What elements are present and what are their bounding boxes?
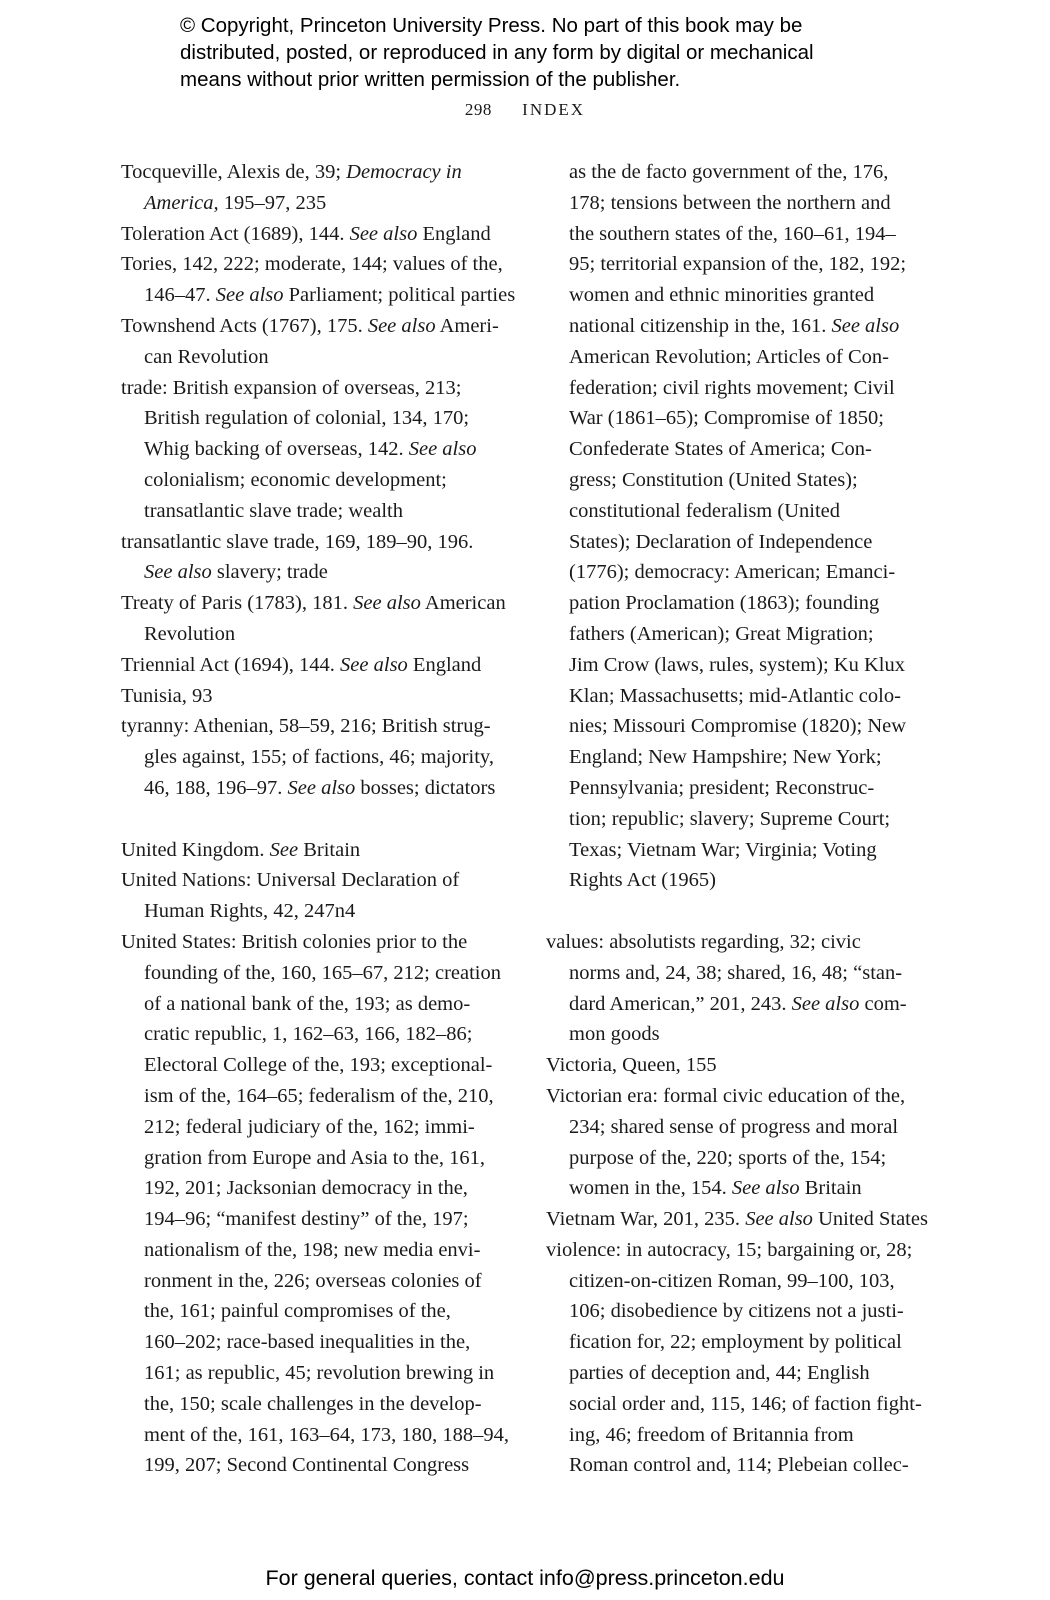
entry-text: cratic republic, 1, 162–63, 166, 182–86; — [144, 1023, 473, 1046]
index-continuation-line — [546, 157, 946, 188]
entry-text: Britain — [298, 838, 361, 861]
entry-text: bosses; dictators — [355, 776, 496, 799]
cross-reference-text: See also — [144, 561, 212, 584]
index-continuation-line — [121, 1296, 516, 1327]
index-continuation-line — [546, 219, 946, 250]
entry-text: Tocqueville, Alexis de, 39; — [121, 161, 347, 183]
cross-reference-text: See also — [340, 653, 408, 676]
entry-text: 106; disobedience by citizens not a justi- — [569, 1300, 904, 1323]
entry-text: Townshend Acts (1767), 175. — [121, 314, 368, 337]
index-continuation-line — [546, 588, 946, 619]
entry-text: British regulation of colonial, 134, 170; — [144, 407, 470, 430]
index-continuation-line — [546, 1296, 946, 1327]
entry-text: purpose of the, 220; sports of the, 154; — [569, 1146, 887, 1169]
entry-text: 178; tensions between the northern and — [569, 191, 891, 214]
index-continuation-line — [546, 742, 946, 773]
entry-text: nies; Missouri Compromise (1820); New — [569, 715, 907, 738]
index-continuation-line — [121, 496, 516, 527]
index-continuation-line — [546, 527, 946, 558]
index-continuation-line — [546, 342, 946, 373]
entry-text: gration from Europe and Asia to the, 161, — [144, 1146, 486, 1169]
index-continuation-line — [546, 773, 946, 804]
cross-reference-text: See also — [731, 1177, 800, 1200]
index-continuation-line — [546, 311, 946, 342]
index-continuation-line — [121, 1266, 516, 1297]
index-continuation-line — [546, 496, 946, 527]
running-head — [0, 100, 1050, 120]
index-continuation-line — [546, 465, 946, 496]
index-continuation-line — [546, 1420, 946, 1451]
index-entry-line — [121, 311, 516, 342]
cross-reference-text: See also — [745, 1208, 813, 1231]
cross-reference-text: See also — [831, 314, 900, 337]
index-continuation-line — [121, 280, 516, 311]
entry-text: United Kingdom. — [121, 838, 270, 861]
entry-text: social order and, 115, 146; of faction fight- — [569, 1392, 922, 1415]
cross-reference-text: See also — [349, 222, 418, 245]
index-continuation-line — [121, 1019, 516, 1050]
entry-text: Ameri- — [435, 314, 499, 337]
index-continuation-line — [121, 896, 516, 927]
entry-text: American Revolution; Articles of Con- — [569, 345, 889, 368]
index-continuation-line — [121, 188, 516, 219]
entry-text: 146–47. — [144, 284, 216, 307]
entry-text: gress; Constitution (United States); — [569, 468, 858, 491]
cross-reference-text: See also — [353, 592, 421, 615]
entry-text: (1776); democracy: American; Emanci- — [569, 561, 896, 584]
index-continuation-line — [546, 711, 946, 742]
index-entry-line — [546, 927, 946, 958]
index-continuation-line — [546, 865, 946, 896]
copyright-notice — [180, 12, 940, 93]
entry-text: Parliament; political parties — [283, 284, 516, 307]
index-entry-line — [546, 1050, 946, 1081]
cross-reference-text: America, — [144, 191, 219, 214]
entry-text: 192, 201; Jacksonian democracy in the, — [144, 1177, 468, 1200]
entry-text: 46, 188, 196–97. — [144, 776, 288, 799]
page-number: 298 — [464, 100, 492, 119]
entry-text: parties of deception and, 44; English — [569, 1362, 870, 1385]
entry-text: Toleration Act (1689), 144. — [121, 222, 350, 245]
index-continuation-line — [546, 403, 946, 434]
index-continuation-line — [121, 403, 516, 434]
entry-text: transatlantic slave trade; wealth — [144, 499, 403, 522]
entry-text: citizen-on-citizen Roman, 99–100, 103, — [569, 1269, 895, 1292]
entry-text: 160–202; race-based inequalities in the, — [144, 1331, 471, 1354]
entry-text: Vietnam War, 201, 235. — [546, 1208, 746, 1231]
index-continuation-line — [546, 619, 946, 650]
cross-reference-text: Democracy in — [346, 161, 462, 183]
entry-text: transatlantic slave trade, 169, 189–90, 196. — [121, 530, 474, 553]
entry-text: as the de facto government of the, 176, — [569, 161, 889, 183]
entry-text: ism of the, 164–65; federalism of the, 210, — [144, 1084, 494, 1107]
entry-text: tyranny: Athenian, 58–59, 216; British strug- — [121, 715, 491, 738]
index-continuation-line — [546, 1112, 946, 1143]
index-continuation-line — [546, 280, 946, 311]
entry-text: the, 150; scale challenges in the develop- — [144, 1392, 482, 1415]
cross-reference-text: See also — [287, 776, 356, 799]
index-continuation-line — [546, 835, 946, 866]
index-continuation-line — [121, 1450, 516, 1481]
index-continuation-line — [121, 1358, 516, 1389]
entry-text: American — [420, 592, 506, 615]
entry-text: Victoria, Queen, 155 — [546, 1054, 717, 1077]
index-continuation-line — [121, 342, 516, 373]
entry-text: United States: British colonies prior to the — [121, 930, 468, 953]
index-continuation-line — [121, 557, 516, 588]
index-continuation-line — [546, 557, 946, 588]
index-continuation-line — [121, 1420, 516, 1451]
entry-text: com- — [859, 992, 907, 1015]
index-continuation-line — [121, 1204, 516, 1235]
index-continuation-line — [546, 1266, 946, 1297]
index-continuation-line — [546, 1450, 946, 1481]
entry-text: national citizenship in the, 161. — [569, 314, 832, 337]
entry-text: 95; territorial expansion of the, 182, 192; — [569, 253, 907, 276]
index-entry-line — [121, 249, 516, 280]
entry-text: 199, 207; Second Continental Congress — [144, 1454, 470, 1477]
entry-text: fication for, 22; employment by political — [569, 1331, 902, 1354]
index-continuation-line — [121, 958, 516, 989]
index-continuation-line — [546, 804, 946, 835]
entry-text: values: absolutists regarding, 32; civic — [546, 930, 861, 953]
entry-text: Victorian era: formal civic education of the, — [546, 1084, 906, 1107]
entry-text: ronment in the, 226; overseas colonies of — [144, 1269, 482, 1292]
index-column-right — [546, 157, 946, 1481]
entry-text: Human Rights, 42, 247n4 — [144, 900, 356, 923]
copyright-line: © Copyright, Princeton University Press. No part of this book may be — [180, 14, 803, 37]
entry-text: constitutional federalism (United — [569, 499, 840, 522]
index-continuation-line — [121, 1235, 516, 1266]
index-continuation-line — [546, 1173, 946, 1204]
index-continuation-line — [121, 1389, 516, 1420]
index-continuation-line — [546, 1358, 946, 1389]
entry-text: Klan; Massachusetts; mid-Atlantic colo- — [569, 684, 901, 707]
index-continuation-line — [546, 1389, 946, 1420]
entry-text: gles against, 155; of factions, 46; majority, — [144, 746, 494, 769]
index-continuation-line — [546, 681, 946, 712]
index-continuation-line — [121, 1143, 516, 1174]
index-continuation-line — [121, 989, 516, 1020]
index-continuation-line — [546, 373, 946, 404]
entry-text: Revolution — [144, 622, 236, 645]
entry-text: England — [417, 222, 491, 245]
entry-text: Texas; Vietnam War; Virginia; Voting — [569, 838, 877, 861]
entry-text: Britain — [799, 1177, 862, 1200]
index-continuation-line — [121, 1112, 516, 1143]
blank-line — [546, 896, 946, 927]
entry-text: ing, 46; freedom of Britannia from — [569, 1423, 854, 1446]
section-title: INDEX — [522, 100, 586, 119]
entry-text: England; New Hampshire; New York; — [569, 746, 882, 769]
index-continuation-line — [546, 249, 946, 280]
entry-text: War (1861–65); Compromise of 1850; — [569, 407, 884, 430]
cross-reference-text: See also — [367, 314, 436, 337]
index-entry-line — [121, 865, 516, 896]
index-continuation-line — [121, 465, 516, 496]
index-entry-line — [546, 1204, 946, 1235]
index-continuation-line — [546, 1143, 946, 1174]
entry-text: 194–96; “manifest destiny” of the, 197; — [144, 1208, 469, 1231]
index-entry-line — [121, 835, 516, 866]
index-entry-line — [121, 588, 516, 619]
entry-text: fathers (American); Great Migration; — [569, 622, 874, 645]
entry-text: pation Proclamation (1863); founding — [569, 592, 880, 615]
index-continuation-line — [121, 742, 516, 773]
cross-reference-text: See also — [408, 438, 477, 461]
cross-reference-text: See also — [215, 284, 284, 307]
entry-text: women and ethnic minorities granted — [569, 284, 875, 307]
entry-text: Treaty of Paris (1783), 181. — [121, 592, 354, 615]
index-continuation-line — [121, 1173, 516, 1204]
entry-text: Roman control and, 114; Plebeian collec- — [569, 1454, 909, 1477]
copyright-line: means without prior written permission of the publisher. — [180, 68, 681, 91]
entry-text: 212; federal judiciary of the, 162; immi- — [144, 1115, 475, 1138]
index-continuation-line — [546, 188, 946, 219]
entry-text: dard American,” 201, 243. — [569, 992, 792, 1015]
cross-reference-text: See also — [791, 992, 860, 1015]
entry-text: nationalism of the, 198; new media envi- — [144, 1238, 481, 1261]
index-continuation-line — [121, 1327, 516, 1358]
entry-text: colonialism; economic development; — [144, 468, 447, 491]
index-continuation-line — [546, 1327, 946, 1358]
index-continuation-line — [121, 1050, 516, 1081]
index-entry-line — [121, 157, 516, 188]
entry-text: Jim Crow (laws, rules, system); Ku Klux — [569, 653, 905, 676]
index-continuation-line — [546, 1019, 946, 1050]
entry-text: slavery; trade — [211, 561, 328, 584]
index-continuation-line — [121, 619, 516, 650]
index-entry-line — [121, 711, 516, 742]
index-entry-line — [121, 219, 516, 250]
index-column-left — [121, 157, 516, 1481]
entry-text: United Nations: Universal Declaration of — [121, 869, 460, 892]
entry-text: the southern states of the, 160–61, 194– — [569, 222, 896, 245]
entry-text: of a national bank of the, 193; as demo- — [144, 992, 471, 1015]
entry-text: Triennial Act (1694), 144. — [121, 653, 341, 676]
entry-text: trade: British expansion of overseas, 213; — [121, 376, 462, 399]
copyright-line: distributed, posted, or reproduced in any form by digital or mechanical — [180, 41, 814, 64]
index-continuation-line — [546, 958, 946, 989]
entry-text: Tunisia, 93 — [121, 684, 213, 707]
index-continuation-line — [121, 1081, 516, 1112]
entry-text: federation; civil rights movement; Civil — [569, 376, 895, 399]
entry-text: can Revolution — [144, 345, 269, 368]
index-entry-line — [546, 1081, 946, 1112]
entry-text: Electoral College of the, 193; exceptional- — [144, 1054, 493, 1077]
entry-text: the, 161; painful compromises of the, — [144, 1300, 451, 1323]
entry-text: mon goods — [569, 1023, 660, 1046]
entry-text: Rights Act (1965) — [569, 869, 716, 892]
index-entry-line — [121, 927, 516, 958]
entry-text: founding of the, 160, 165–67, 212; creation — [144, 961, 501, 984]
entry-text: United States — [812, 1208, 928, 1231]
index-continuation-line — [546, 434, 946, 465]
footer-contact: For general queries, contact info@press.princeton.edu — [265, 1566, 785, 1590]
entry-text: 161; as republic, 45; revolution brewing in — [144, 1362, 495, 1385]
index-entry-line — [546, 1235, 946, 1266]
entry-text: 234; shared sense of progress and moral — [569, 1115, 899, 1138]
entry-text: States); Declaration of Independence — [569, 530, 873, 553]
entry-text: Confederate States of America; Con- — [569, 438, 872, 461]
entry-text: violence: in autocracy, 15; bargaining or, 28; — [546, 1238, 913, 1261]
entry-text: tion; republic; slavery; Supreme Court; — [569, 807, 891, 830]
index-entry-line — [121, 527, 516, 558]
index-entry-line — [121, 373, 516, 404]
entry-text: 195–97, 235 — [218, 191, 327, 214]
entry-text: ment of the, 161, 163–64, 173, 180, 188–94, — [144, 1423, 509, 1446]
entry-text: norms and, 24, 38; shared, 16, 48; “stan- — [569, 961, 903, 984]
index-continuation-line — [546, 650, 946, 681]
entry-text: England — [407, 653, 482, 676]
index-entry-line — [121, 681, 516, 712]
cross-reference-text: See — [269, 838, 299, 861]
entry-text: Pennsylvania; president; Reconstruc- — [569, 776, 875, 799]
blank-line — [121, 804, 516, 835]
index-continuation-line — [121, 434, 516, 465]
index-continuation-line — [546, 989, 946, 1020]
entry-text: women in the, 154. — [569, 1177, 732, 1200]
entry-text: Tories, 142, 222; moderate, 144; values of the, — [121, 253, 503, 276]
index-entry-line — [121, 650, 516, 681]
index-continuation-line — [121, 773, 516, 804]
entry-text: Whig backing of overseas, 142. — [144, 438, 409, 461]
